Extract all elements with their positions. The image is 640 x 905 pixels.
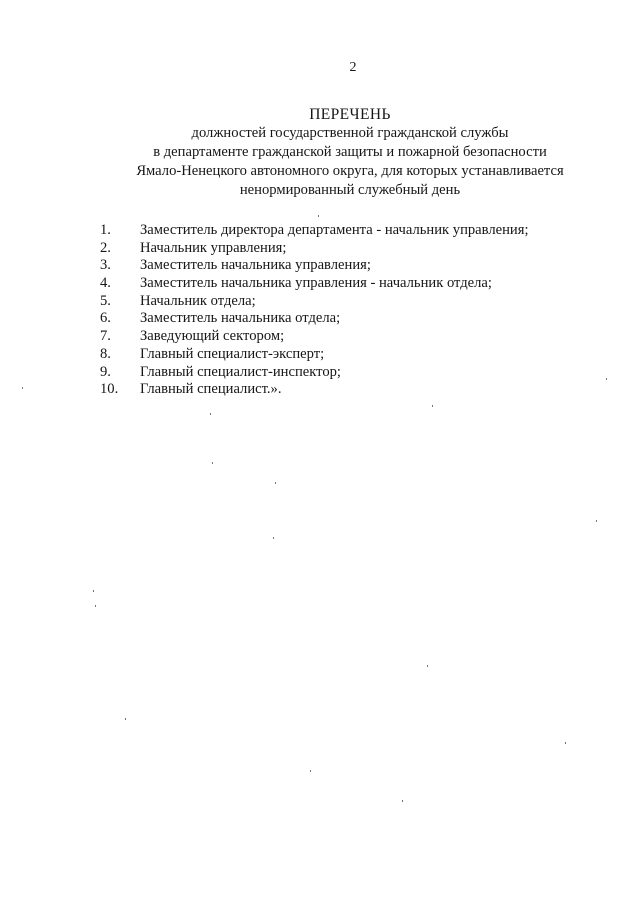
document-heading: [100, 105, 600, 200]
scan-speck: [402, 800, 403, 802]
scan-speck: [125, 718, 126, 720]
scan-speck: [565, 742, 566, 744]
list-item-number: 4.: [100, 275, 111, 292]
list-item-text: Заместитель начальника отдела;: [140, 310, 341, 327]
document-title: ПЕРЕЧЕНЬ: [309, 106, 391, 123]
scan-speck: [432, 405, 433, 407]
scan-speck: [22, 387, 23, 389]
scan-speck: [427, 665, 428, 667]
list-item-text: Главный специалист-эксперт;: [140, 345, 325, 362]
scan-speck: [273, 537, 274, 539]
list-item-number: 3.: [100, 257, 111, 274]
list-item-text: Главный специалист.».: [140, 381, 282, 398]
scan-speck: [606, 378, 607, 380]
scan-speck: [318, 215, 319, 217]
list-item-number: 10.: [100, 381, 119, 398]
scan-speck: [210, 413, 211, 415]
heading-line: ненормированный служебный день: [239, 182, 461, 198]
scan-speck: [596, 520, 597, 522]
list-item-text: Заместитель начальника управления;: [140, 257, 371, 274]
list-item-number: 2.: [100, 239, 111, 256]
list-item-text: Заместитель начальника управления - начальник отдела;: [140, 275, 492, 292]
heading-line: Ямало-Ненецкого автономного округа, для которых устанавливается: [136, 163, 564, 179]
scan-speck: [95, 605, 96, 607]
list-item-text: Начальник управления;: [140, 239, 287, 256]
list-item-number: 7.: [100, 328, 111, 345]
list-item-number: 8.: [100, 345, 111, 362]
list-item-text: Заместитель директора департамента - начальник управления;: [140, 222, 529, 238]
list-item-number: 1.: [100, 222, 111, 238]
heading-line: должностей государственной гражданской службы: [191, 125, 509, 141]
scan-speck: [310, 770, 311, 772]
list-item-text: Заведующий сектором;: [140, 328, 285, 345]
scan-speck: [93, 590, 94, 592]
list-item-text: Главный специалист-инспектор;: [140, 363, 341, 380]
page-number: 2: [349, 60, 357, 75]
list-item-number: 5.: [100, 292, 111, 309]
list-item-number: 9.: [100, 363, 111, 380]
list-item-text: Начальник отдела;: [140, 292, 256, 309]
list-item-number: 6.: [100, 310, 111, 327]
heading-line: в департаменте гражданской защиты и пожарной безопасности: [153, 144, 547, 160]
scan-speck: [275, 482, 276, 484]
scan-speck: [212, 462, 213, 464]
